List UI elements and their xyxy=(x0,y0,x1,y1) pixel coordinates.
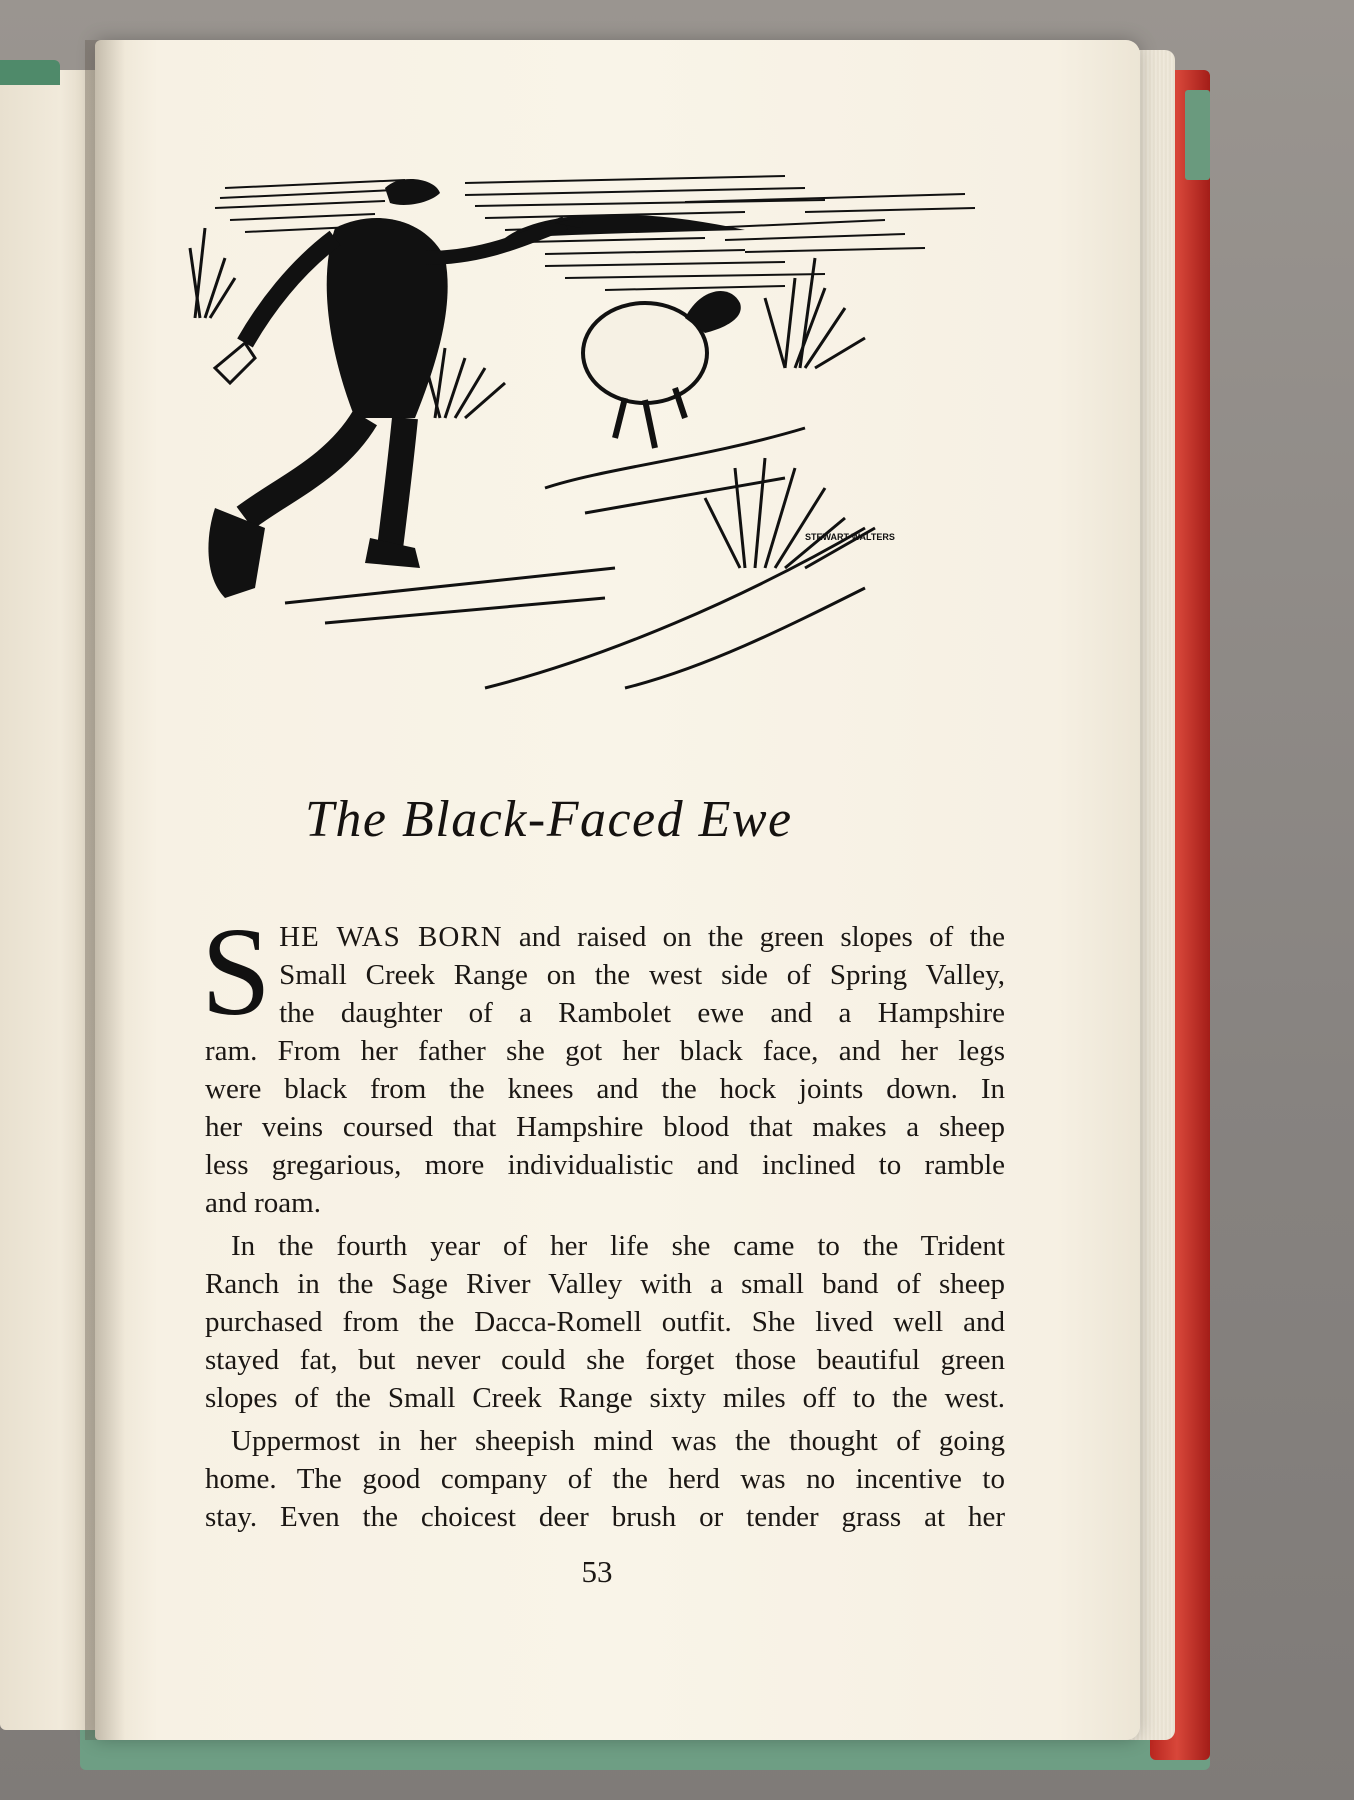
chapter-title: The Black-Faced Ewe xyxy=(305,791,793,848)
man-figure xyxy=(208,179,585,598)
body-text xyxy=(201,903,1006,1541)
lead-smallcaps: HE WAS BORN xyxy=(279,921,503,953)
text-line: stayed fat, but never could she forget those beautiful green xyxy=(205,1344,1005,1376)
page-gutter-shadow xyxy=(85,40,125,1740)
text-line: and roam. xyxy=(205,1187,321,1219)
text-line: Ranch in the Sage River Valley with a small band of sheep xyxy=(205,1268,1005,1300)
text-line: home. The good company of the herd was no incentive to xyxy=(205,1463,1005,1495)
artist-signature: STEWART WALTERS xyxy=(805,532,895,542)
man-chasing-sheep-illustration xyxy=(185,168,975,708)
text-line: In the fourth year of her life she came to the Trident xyxy=(231,1230,1005,1262)
sheep-figure xyxy=(583,291,741,448)
line-text: and raised on the green slopes of the xyxy=(502,921,1006,953)
text-line: were black from the knees and the hock joints down. In xyxy=(205,1073,1005,1105)
text-line: less gregarious, more individualistic and inclined to ramble xyxy=(205,1149,1005,1181)
text-line: the daughter of a Rambolet ewe and a Hampshire xyxy=(279,997,1005,1029)
illustration-drawing xyxy=(185,168,975,708)
page-number: 53 xyxy=(581,1554,613,1589)
text-line: her veins coursed that Hampshire blood that makes a sheep xyxy=(205,1111,1005,1143)
paragraph-3 xyxy=(205,1422,1005,1536)
paragraph-1 xyxy=(201,903,1006,1222)
left-cover-green-corner xyxy=(0,60,60,85)
text-line: ram. From her father she got her black face, and her legs xyxy=(205,1035,1005,1067)
text-line: Uppermost in her sheepish mind was the thought of going xyxy=(231,1425,1005,1457)
text-line: slopes of the Small Creek Range sixty miles off to the west. xyxy=(205,1382,1005,1414)
text-line xyxy=(205,918,1005,956)
text-line: stay. Even the choicest deer brush or tender grass at her xyxy=(205,1501,1005,1533)
book-cover-green-corner xyxy=(1185,90,1210,180)
drop-cap: S xyxy=(201,903,272,1042)
paragraph-2 xyxy=(205,1227,1005,1417)
text-line: Small Creek Range on the west side of Spring Valley, xyxy=(279,959,1005,991)
text-line: purchased from the Dacca-Romell outfit. She lived well and xyxy=(205,1306,1005,1338)
